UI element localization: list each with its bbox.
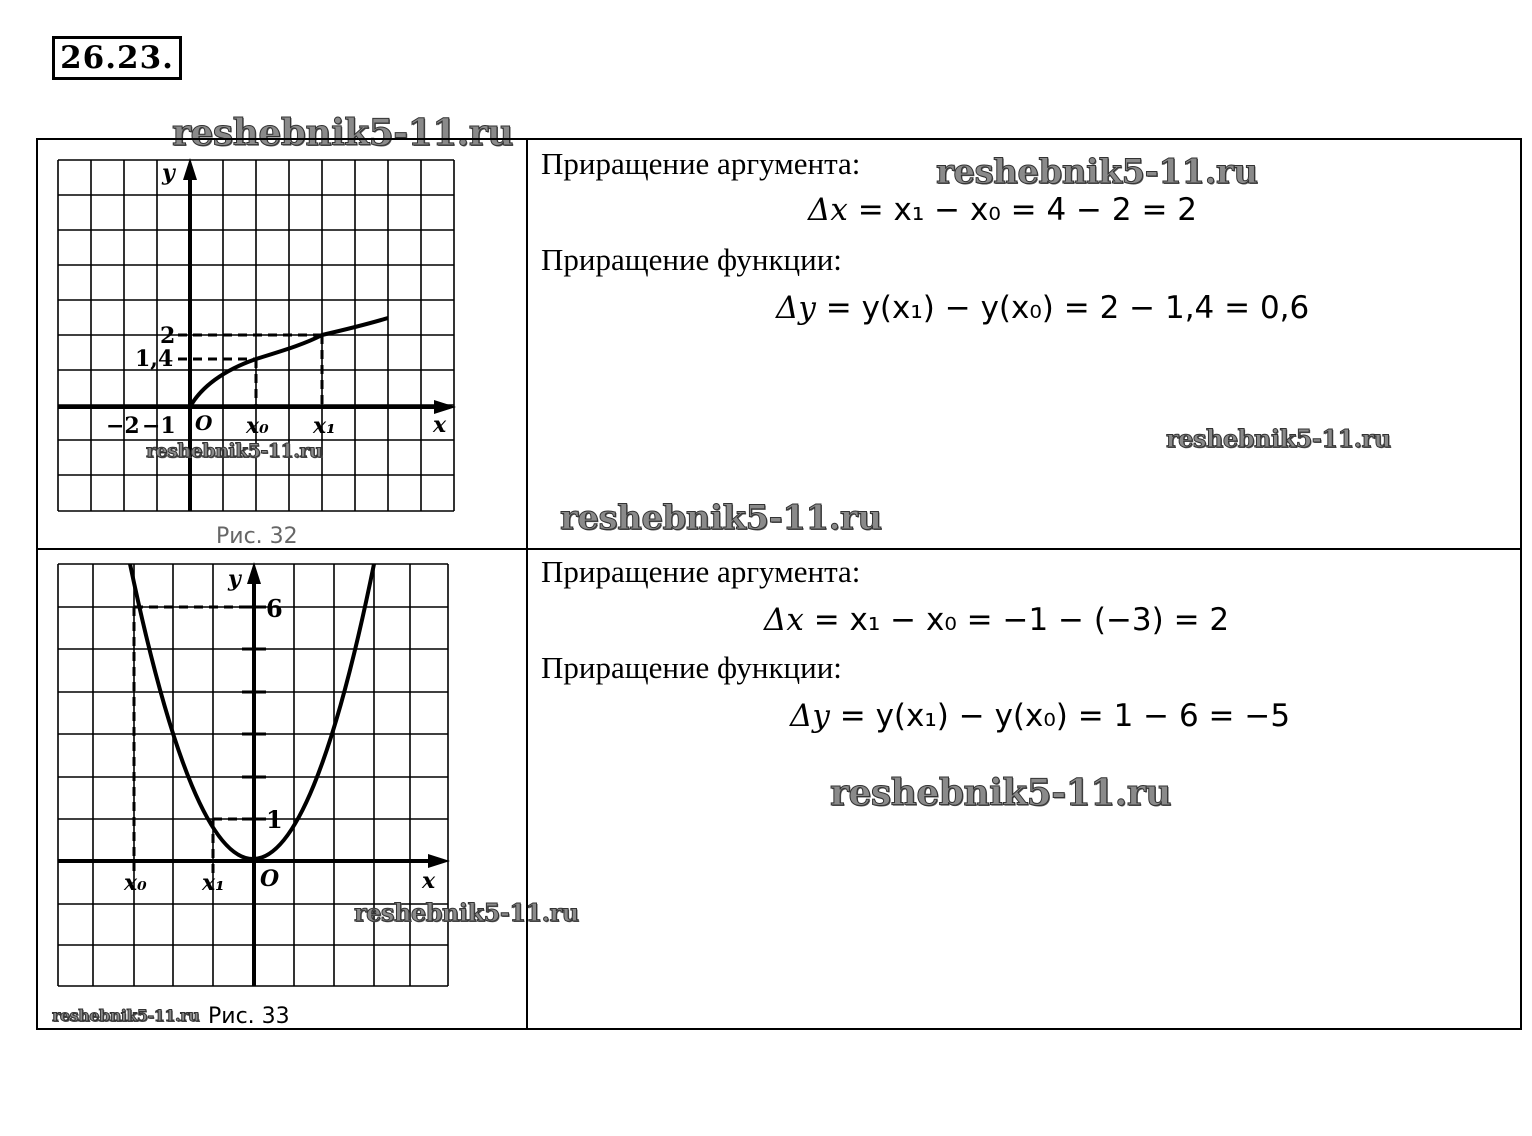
y-axis-arrow bbox=[183, 158, 197, 180]
x1-label: x₁ bbox=[313, 413, 336, 439]
x0-label: x₀ bbox=[246, 413, 269, 439]
watermark: reshebnik5-11.ru bbox=[354, 898, 579, 927]
watermark: reshebnik5-11.ru bbox=[830, 772, 1171, 814]
figure-32 bbox=[38, 140, 526, 548]
y-tick-label: 6 bbox=[266, 594, 283, 623]
y-axis-arrow bbox=[247, 562, 261, 584]
x1-label: x₁ bbox=[202, 870, 225, 896]
figure-caption: Рис. 33 bbox=[208, 1004, 290, 1029]
watermark: reshebnik5-11.ru bbox=[560, 498, 882, 538]
argument-increment-formula: Δx = x₁ − x₀ = 4 − 2 = 2 bbox=[808, 192, 1198, 228]
figure-33 bbox=[38, 550, 579, 1030]
watermark: reshebnik5-11.ru bbox=[1166, 424, 1391, 453]
y-tick-label: 1,4 bbox=[135, 346, 174, 372]
problem-number: 26.23. bbox=[52, 36, 182, 80]
function-increment-heading: Приращение функции: bbox=[541, 242, 842, 277]
argument-increment-heading: Приращение аргумента: bbox=[541, 146, 861, 181]
graph-parabola bbox=[38, 550, 526, 1030]
watermark: reshebnik5-11.ru bbox=[172, 112, 513, 154]
dashed-guides bbox=[134, 607, 254, 876]
function-increment-formula: Δy = y(x₁) − y(x₀) = 1 − 6 = −5 bbox=[790, 698, 1291, 734]
x-axis-arrow bbox=[428, 854, 450, 868]
x-axis-label: x bbox=[422, 868, 436, 894]
y-tick-label: 2 bbox=[160, 323, 176, 349]
function-increment-heading: Приращение функции: bbox=[541, 650, 842, 685]
column-divider bbox=[526, 140, 528, 1028]
origin-label: O bbox=[195, 411, 213, 435]
argument-increment-formula: Δx = x₁ − x₀ = −1 − (−3) = 2 bbox=[764, 602, 1230, 638]
argument-increment-heading: Приращение аргумента: bbox=[541, 554, 861, 589]
watermark: reshebnik5-11.ru bbox=[146, 440, 323, 462]
function-increment-formula: Δy = y(x₁) − y(x₀) = 2 − 1,4 = 0,6 bbox=[776, 290, 1310, 326]
solution-table bbox=[36, 138, 1522, 1030]
x-axis-label: x bbox=[433, 412, 447, 438]
figure-caption: Рис. 32 bbox=[216, 524, 298, 549]
x0-label: x₀ bbox=[124, 870, 147, 896]
graph-sqrt bbox=[38, 140, 526, 548]
x-tick-label: −2 bbox=[106, 413, 140, 439]
watermark: reshebnik5-11.ru bbox=[936, 152, 1258, 192]
x-tick-label: −1 bbox=[142, 413, 176, 439]
y-axis-label: y bbox=[228, 566, 241, 592]
y-tick-label: 1 bbox=[266, 805, 283, 834]
y-axis-label: y bbox=[162, 160, 175, 186]
watermark: reshebnik5-11.ru bbox=[52, 1006, 200, 1025]
origin-label: O bbox=[260, 866, 280, 892]
